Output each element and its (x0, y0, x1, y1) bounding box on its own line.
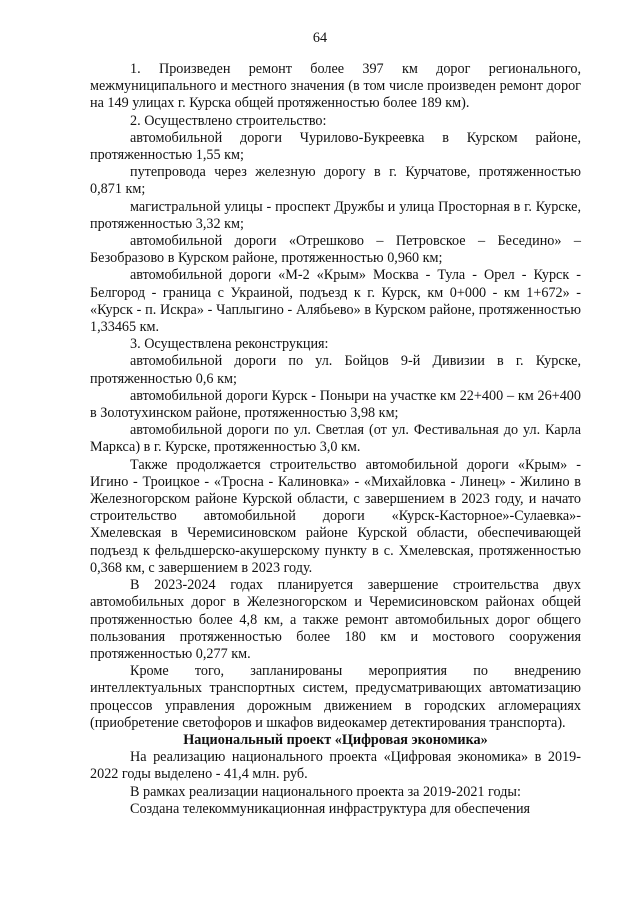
paragraph-digital-funding: На реализацию национального проекта «Цифровая экономика» в 2019-2022 годы выделено - 41,4 млн. руб. (90, 749, 581, 783)
paragraph-telecom-infrastructure: Создана телекоммуникационная инфраструктура для обеспечения (130, 800, 531, 817)
paragraph-svetlaya-street: автомобильной дороги по ул. Светлая (от ул. Фестивальная до ул. Карла Маркса) в г. Курске, протяженностью 3,0 км. (90, 422, 581, 456)
paragraph-druzhby-avenue: магистральной улицы - проспект Дружбы и улица Просторная в г. Курске, протяженностью 3,32 км; (90, 198, 581, 232)
page-number: 64 (312, 30, 328, 46)
paragraph-reconstruction-heading: 3. Осуществлена реконструкция: (130, 336, 329, 353)
paragraph-m2-crimea-road: автомобильной дороги «М-2 «Крым» Москва - Тула - Орел - Курск - Белгород - граница с Украиной, подъезд к г. Курск, км 0+000 - км 1+672» - «Курск - п. Искра» - Чаплыгино - Алябьево» в Курском районе, протяженностью 1,33465 км. (90, 267, 581, 336)
paragraph-kurchatov-overpass: путепровода через железную дорогу в г. Курчатове, протяженностью 0,871 км; (90, 164, 581, 198)
paragraph-otreshkovo-road: автомобильной дороги «Отрешково – Петровское – Беседино» – Безобразово в Курском районе, протяженностью 0,960 км; (90, 233, 581, 267)
paragraph-kursk-ponyri-road: автомобильной дороги Курск - Поныри на участке км 22+400 – км 26+400 в Золотухинском районе, протяженностью 3,98 км; (90, 387, 581, 422)
paragraph-intelligent-transport: Кроме того, запланированы мероприятия по внедрению интеллектуальных транспортных систем, предусматривающих автоматизацию процессов управления дорожным движением в городских агломерациях (приобретение светофоров и шкафов видеокамер детектирования транспорта). (90, 663, 581, 731)
paragraph-digital-period: В рамках реализации национального проекта за 2019-2021 годы: (130, 783, 521, 800)
document-body (90, 61, 581, 818)
paragraph-repair-summary: 1. Произведен ремонт более 397 км дорог регионального, межмуниципального и местного значения (в том числе произведен ремонт дорог на 149 улицах г. Курска общей протяженностью более 189 км). (90, 61, 581, 112)
paragraph-ongoing-construction: Также продолжается строительство автомобильной дороги «Крым» - Игино - Троицкое - «Тросна - Калиновка» - «Михайловка - Линец» - Жилино в Железногорском районе Курской области, с завершением в 2023 году, и начато строительство автомобильной дороги «Курск-Касторное»-Сулаевка»-Хмелевская в Черемисиновском районе Курской области, обеспечивающей подъезд к фельдшерско-акушерскому пункту в с. Хмелевская, протяженностью 0,368 км, с завершением в 2023 году. (90, 456, 581, 576)
paragraph-2023-2024-plans: В 2023-2024 годах планируется завершение строительства двух автомобильных дорог в Железногорском и Черемисиновском районах общей протяженностью более 4,8 км, а также ремонт автомобильных дорог общего пользования протяженностью более 180 км и мостового сооружения протяженностью 0,277 км. (90, 577, 581, 662)
paragraph-churilovo-road: автомобильной дороги Чурилово-Букреевка в Курском районе, протяженностью 1,55 км; (90, 129, 581, 164)
paragraph-construction-heading: 2. Осуществлено строительство: (130, 112, 327, 129)
paragraph-boitsov-street: автомобильной дороги по ул. Бойцов 9-й Дивизии в г. Курске, протяженностью 0,6 км; (90, 353, 581, 387)
section-heading-digital-economy: Национальный проект «Цифровая экономика» (183, 731, 488, 748)
